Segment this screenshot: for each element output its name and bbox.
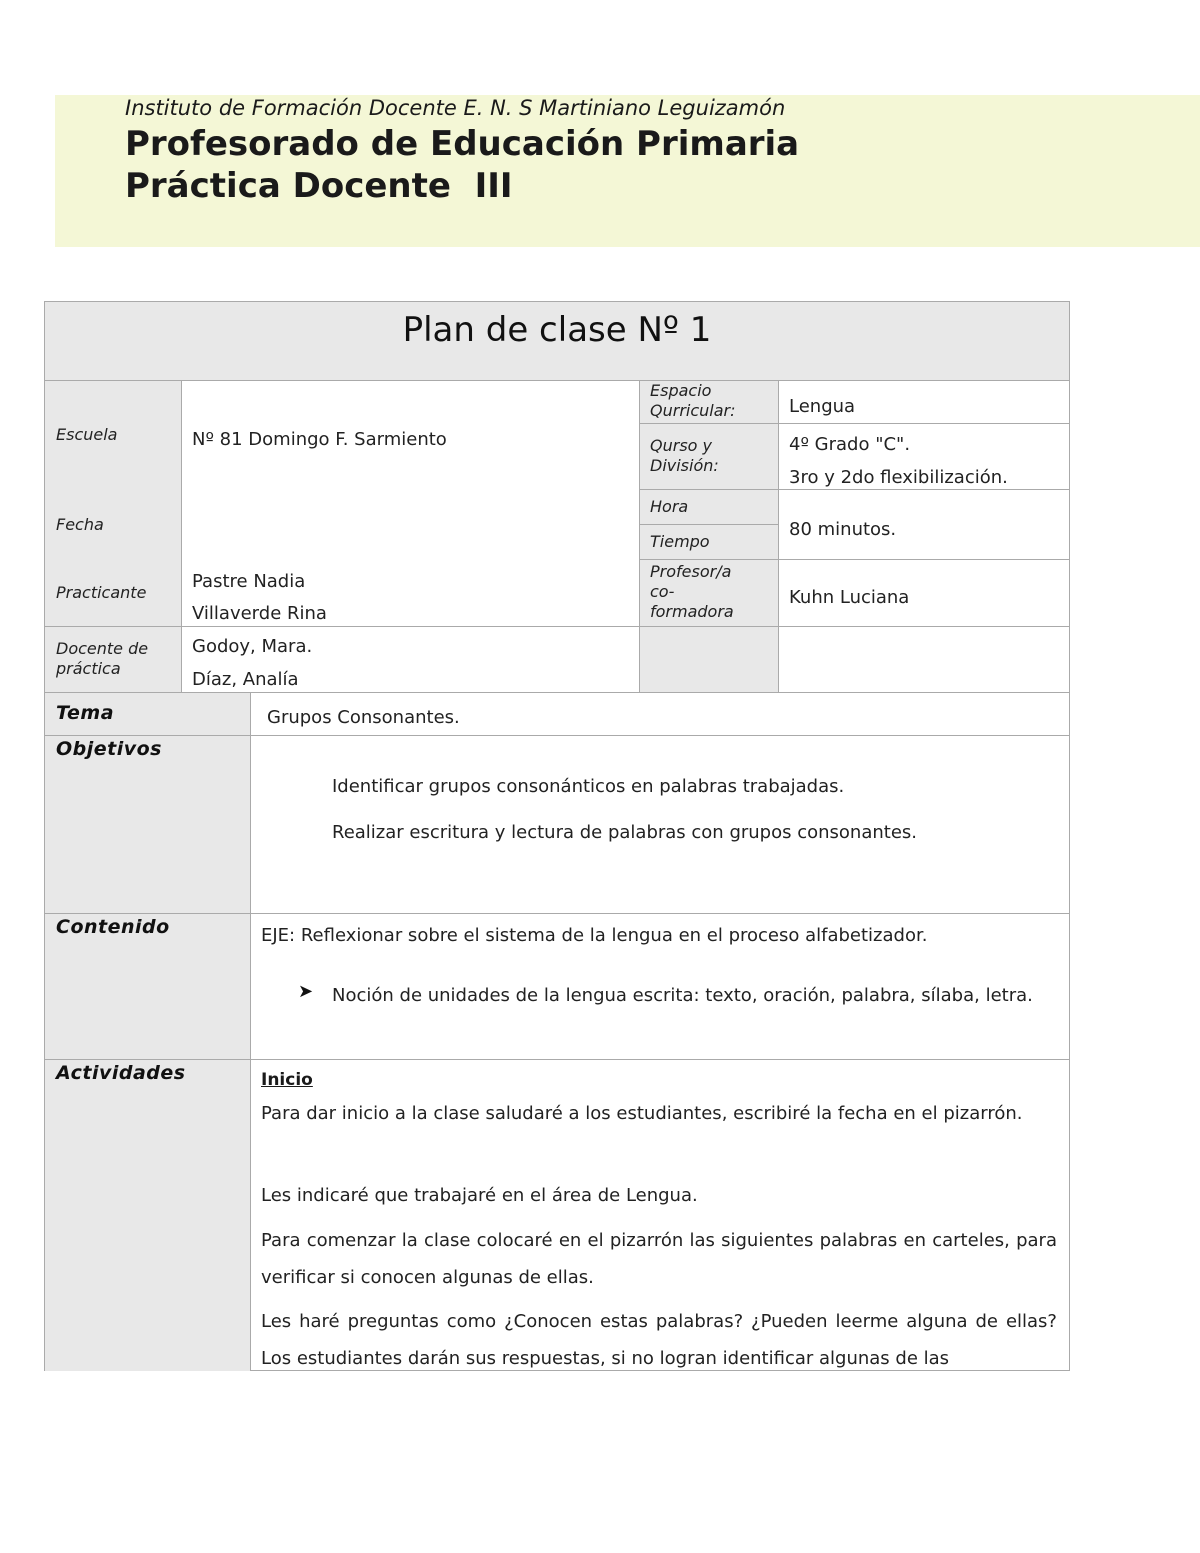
curso-1: 4º Grado "C". (789, 434, 911, 455)
curso-value-cell (778, 423, 1070, 490)
actividades-label-cell (44, 1059, 251, 1371)
objetivo-item: Identificar grupos consonánticos en palabras trabajadas. (332, 776, 845, 797)
objetivos-value-cell (250, 735, 1070, 914)
espacio-label: Espacio Qurricular: (650, 381, 736, 420)
tiempo-value: 80 minutos. (789, 519, 897, 540)
inicio-heading: Inicio (261, 1070, 313, 1090)
institute-name: Instituto de Formación Docente E. N. S Martiniano Leguizamón (125, 96, 786, 120)
objetivos-label-cell (44, 735, 251, 914)
docente-label: Docente de práctica (56, 639, 149, 678)
labels-cell (44, 380, 182, 627)
actividades-label: Actividades (56, 1062, 186, 1084)
espacio-label-cell (639, 380, 779, 424)
tema-label-cell (44, 692, 251, 736)
contenido-value-cell (250, 913, 1070, 1060)
fecha-label: Fecha (56, 515, 104, 534)
contenido-bullet: Noción de unidades de la lengua escrita: texto, oración, palabra, sílaba, letra. (332, 985, 1033, 1006)
program-title: Profesorado de Educación Primaria (125, 124, 800, 164)
objetivos-label: Objetivos (56, 738, 162, 760)
tema-value-cell (250, 692, 1070, 736)
docente-value-cell (181, 626, 640, 693)
curso-label-cell (639, 423, 779, 490)
hora-label-cell (639, 489, 779, 525)
tiempo-value-cell (778, 489, 1070, 560)
curso-label: Qurso y División: (650, 436, 719, 475)
plan-title: Plan de clase Nº 1 (402, 310, 712, 350)
escuela-label: Escuela (56, 425, 118, 444)
escuela-value: Nº 81 Domingo F. Sarmiento (192, 429, 447, 450)
objetivo-item: Realizar escritura y lectura de palabras con grupos consonantes. (332, 822, 917, 843)
arrow-bullet-icon: ➤ (298, 981, 314, 1002)
course-title: Práctica Docente III (125, 166, 513, 206)
actividad-paragraph: Para dar inicio a la clase saludaré a los estudiantes, escribiré la fecha en el pizarrón. (261, 1103, 1023, 1124)
docente-1: Godoy, Mara. (192, 636, 313, 657)
profesor-label-cell (639, 559, 779, 627)
curso-2: 3ro y 2do flexibilización. (789, 467, 1008, 488)
plan-title-cell (44, 301, 1070, 381)
practicante-2: Villaverde Rina (192, 603, 327, 624)
espacio-value: Lengua (789, 396, 856, 417)
actividad-paragraph: Les haré preguntas como ¿Conocen estas palabras? ¿Pueden leerme alguna de ellas? Los estudiantes darán sus respuestas, si no logran identificar algunas de las (261, 1311, 1057, 1369)
tiempo-label: Tiempo (650, 532, 710, 551)
actividades-value-cell (250, 1059, 1070, 1371)
tema-label: Tema (56, 702, 115, 724)
docente-label-cell (44, 626, 182, 693)
values-cell (181, 380, 640, 627)
contenido-label: Contenido (56, 916, 170, 938)
profesor-label: Profesor/a co-formadora (650, 562, 734, 621)
tema-value: Grupos Consonantes. (267, 707, 460, 728)
docente-2: Díaz, Analía (192, 669, 299, 690)
empty-cell (778, 626, 1070, 693)
contenido-eje: EJE: Reflexionar sobre el sistema de la lengua en el proceso alfabetizador. (261, 925, 928, 946)
actividad-paragraph: Para comenzar la clase colocaré en el pizarrón las siguientes palabras en carteles, para verificar si conocen algunas de ellas. (261, 1230, 1057, 1288)
tiempo-label-cell (639, 524, 779, 560)
practicante-label: Practicante (56, 583, 147, 602)
profesor-value: Kuhn Luciana (789, 587, 910, 608)
espacio-value-cell (778, 380, 1070, 424)
contenido-label-cell (44, 913, 251, 1060)
hora-label: Hora (650, 497, 689, 516)
empty-gray-cell (639, 626, 779, 693)
actividad-paragraph: Les indicaré que trabajaré en el área de Lengua. (261, 1185, 698, 1206)
profesor-value-cell (778, 559, 1070, 627)
practicante-1: Pastre Nadia (192, 571, 306, 592)
